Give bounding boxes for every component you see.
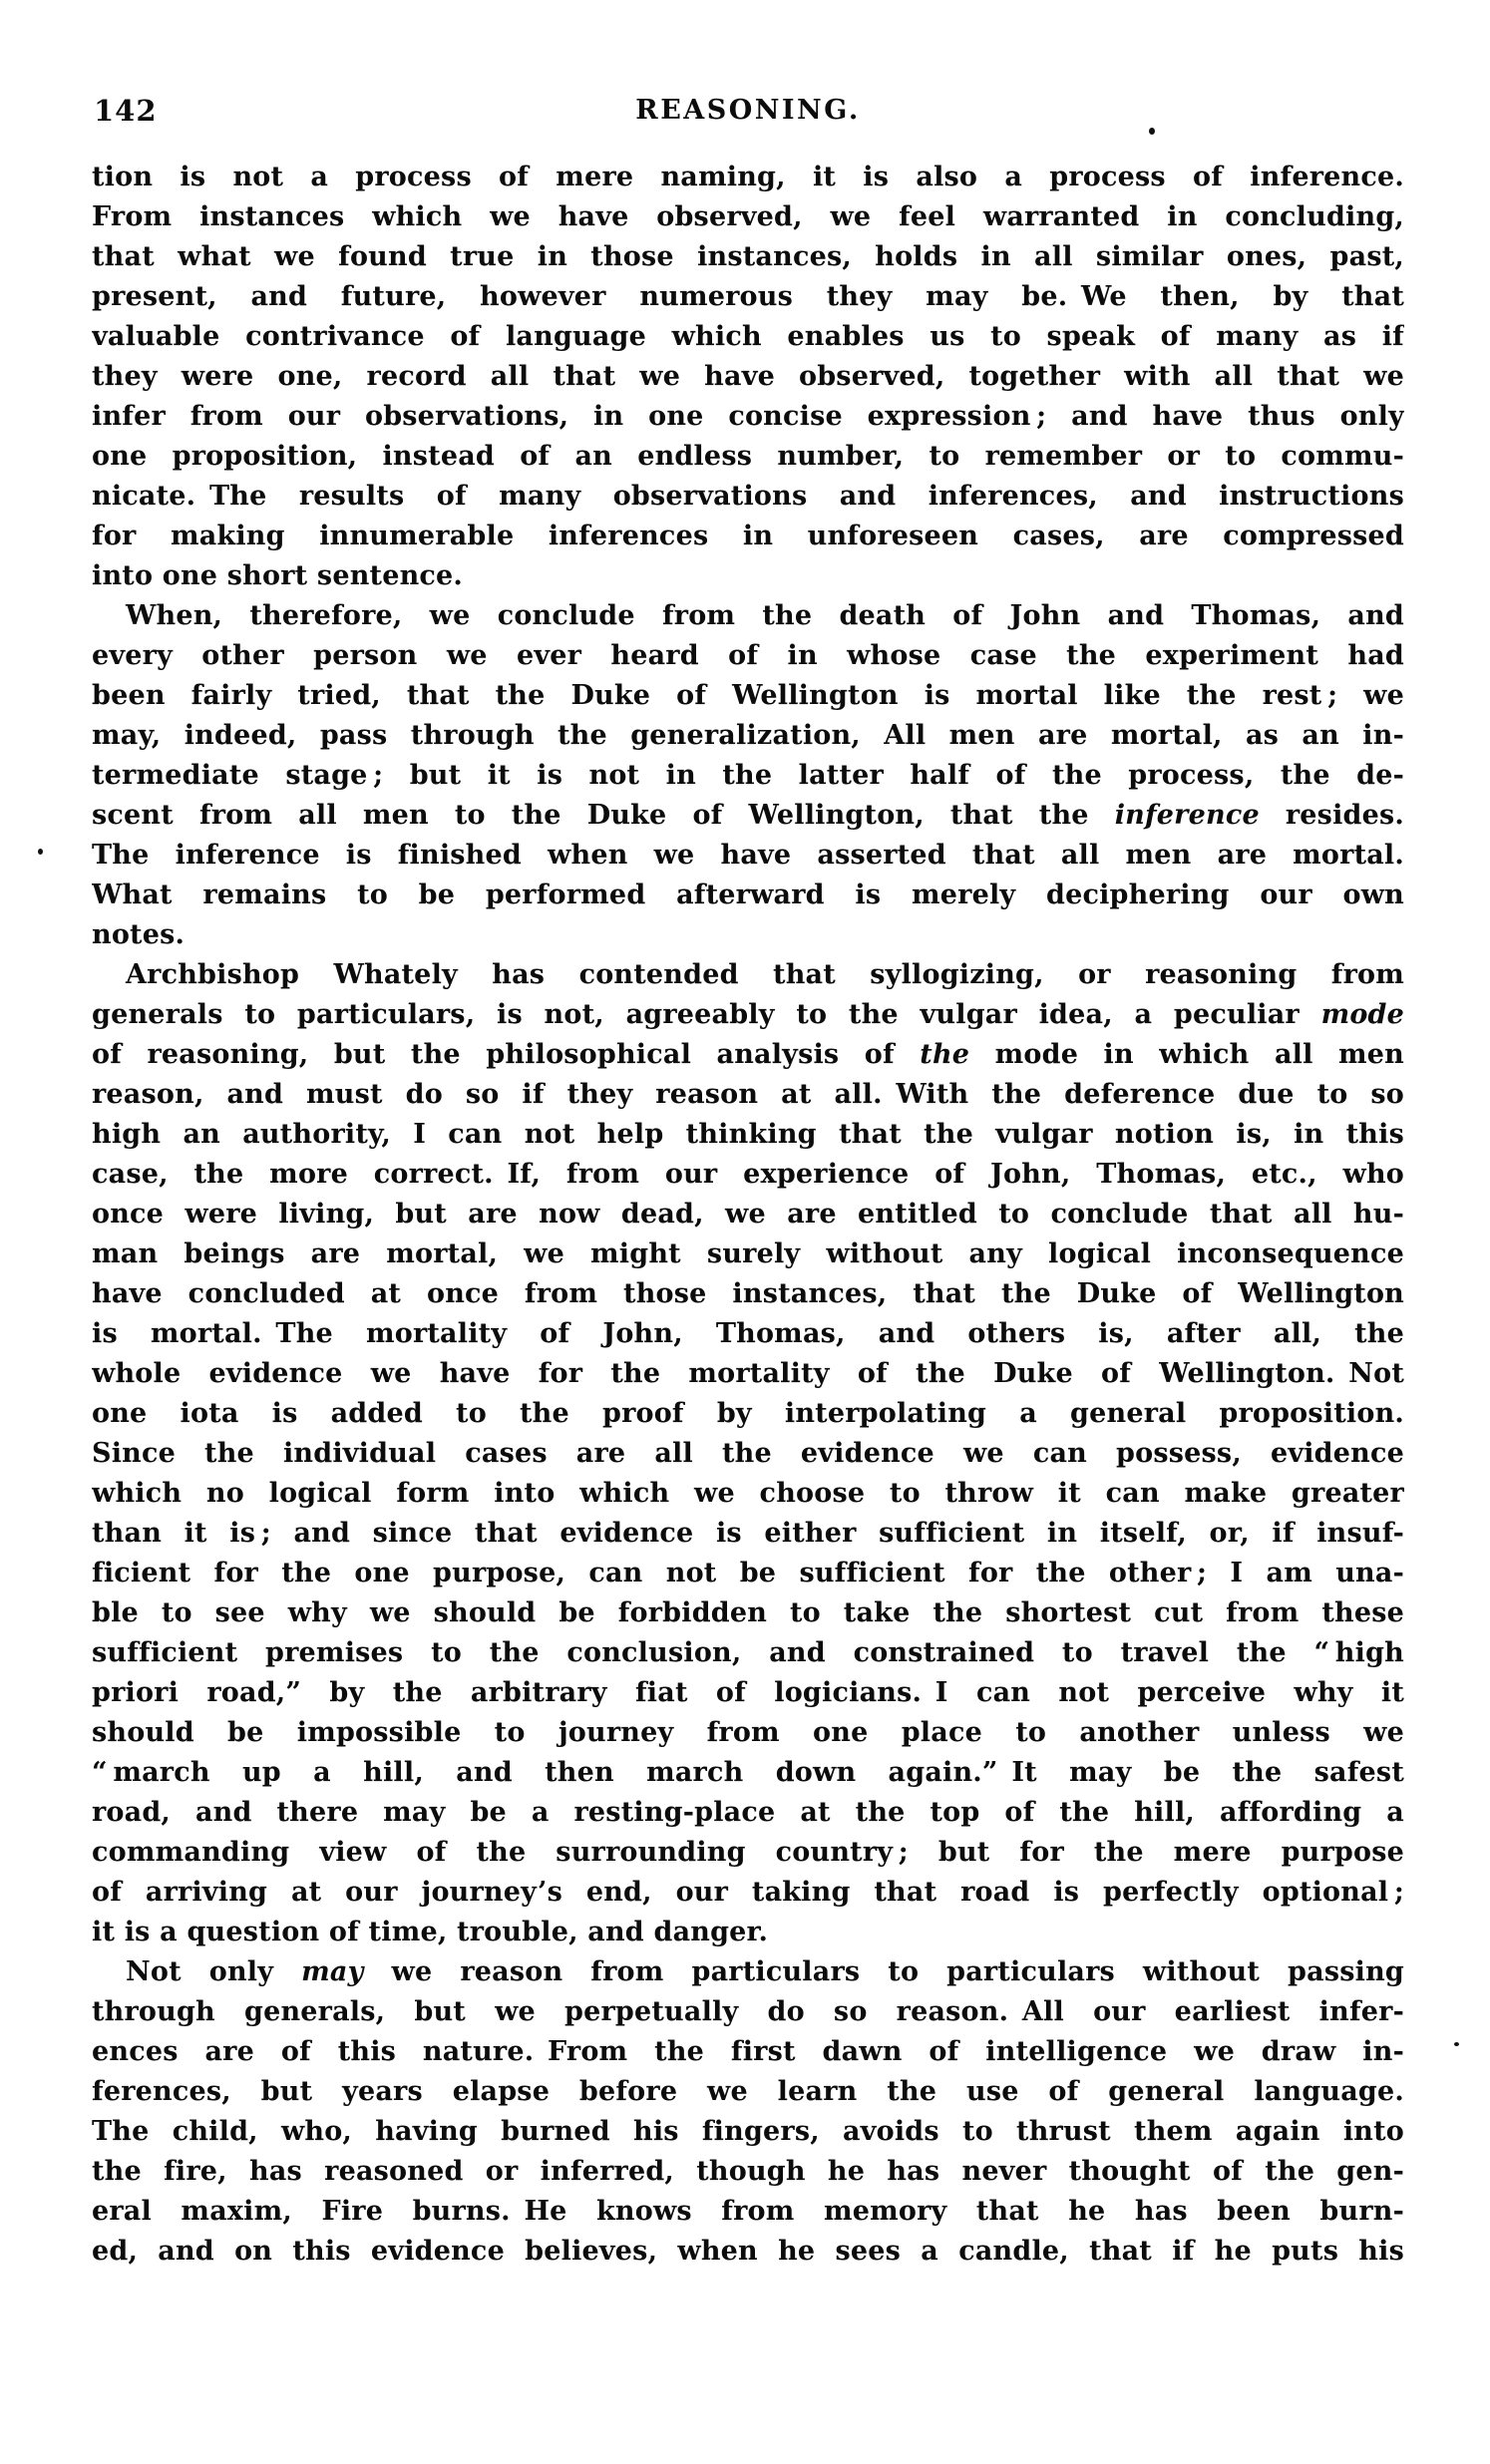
text-line: man beings are mortal, we might surely without any logical inconsequence (92, 1238, 1404, 1269)
text-line: whole evidence we have for the mortality of the Duke of Wellington. Not (92, 1358, 1404, 1389)
text-line: of reasoning, but the philosophical analysis of the mode in which all men (92, 1039, 1404, 1070)
paragraph (92, 596, 1404, 955)
text-line: sufficient premises to the conclusion, and constrained to travel the “ high (92, 1637, 1404, 1668)
text-line: than it is ; and since that evidence is either sufficient in itself, or, if insuf- (92, 1518, 1404, 1549)
text-line: may, indeed, pass through the generalization, All men are mortal, as an in- (92, 720, 1404, 751)
page-number: 142 (94, 94, 158, 128)
ink-speck (1149, 128, 1155, 135)
text-line: been fairly tried, that the Duke of Wellington is mortal like the rest ; we (92, 680, 1404, 711)
text-line: eral maxim, Fire burns. He knows from memory that he has been burn- (92, 2196, 1404, 2227)
text-line: From instances which we have observed, we feel warranted in concluding, (92, 201, 1404, 232)
paragraph (92, 158, 1404, 596)
running-header (92, 94, 1404, 134)
text-line: the fire, has reasoned or inferred, though he has never thought of the gen- (92, 2156, 1404, 2187)
text-line: The inference is finished when we have asserted that all men are mortal. (92, 840, 1404, 871)
text-line: every other person we ever heard of in whose case the experiment had (92, 640, 1404, 671)
text-line: road, and there may be a resting-place at the top of the hill, affording a (92, 1797, 1404, 1828)
text-line: priori road,” by the arbitrary fiat of logicians. I can not perceive why it (92, 1677, 1404, 1708)
text-line: ed, and on this evidence believes, when he sees a candle, that if he puts his (92, 2236, 1404, 2267)
text-line: The child, who, having burned his fingers, avoids to thrust them again into (92, 2116, 1404, 2147)
text-line: notes. (92, 919, 186, 950)
ink-speck (38, 849, 43, 855)
text-line: through generals, but we perpetually do so reason. All our earliest infer- (92, 1996, 1404, 2027)
text-line: infer from our observations, in one concise expression ; and have thus only (92, 401, 1404, 432)
text-line: generals to particulars, is not, agreeably to the vulgar idea, a peculiar mode (92, 999, 1404, 1030)
text-block (92, 158, 1404, 2272)
ink-speck (1454, 2042, 1459, 2046)
text-line: for making innumerable inferences in unforeseen cases, are compressed (92, 521, 1404, 551)
text-line: valuable contrivance of language which enables us to speak of many as if (92, 321, 1404, 352)
text-line: What remains to be performed afterward is merely deciphering our own (92, 880, 1404, 910)
text-line: one iota is added to the proof by interpolating a general proposition. (92, 1398, 1404, 1429)
text-line: once were living, but are now dead, we are entitled to conclude that all hu- (92, 1199, 1404, 1230)
text-line: of arriving at our journey’s end, our taking that road is perfectly optional ; (92, 1877, 1404, 1908)
text-line: which no logical form into which we choose to throw it can make greater (92, 1478, 1404, 1509)
paragraph (92, 955, 1404, 1952)
text-line: have concluded at once from those instances, that the Duke of Wellington (92, 1278, 1404, 1309)
text-line: ficient for the one purpose, can not be sufficient for the other ; I am una- (92, 1558, 1404, 1588)
text-line: When, therefore, we conclude from the death of John and Thomas, and (126, 600, 1404, 631)
text-line: they were one, record all that we have observed, together with all that we (92, 361, 1404, 392)
text-line: Since the individual cases are all the evidence we can possess, evidence (92, 1438, 1404, 1469)
text-line: is mortal. The mortality of John, Thomas, and others is, after all, the (92, 1318, 1404, 1349)
text-line: it is a question of time, trouble, and danger. (92, 1917, 769, 1947)
text-line: present, and future, however numerous they may be. We then, by that (92, 281, 1404, 312)
text-line: that what we found true in those instances, holds in all similar ones, past, (92, 241, 1404, 272)
text-line: ferences, but years elapse before we learn the use of general language. (92, 2076, 1404, 2107)
text-line: Not only may we reason from particulars to particulars without passing (126, 1956, 1404, 1987)
paragraph (92, 1952, 1404, 2272)
text-line: should be impossible to journey from one place to another unless we (92, 1717, 1404, 1748)
text-line: case, the more correct. If, from our experience of John, Thomas, etc., who (92, 1159, 1404, 1190)
text-line: Archbishop Whately has contended that syllogizing, or reasoning from (126, 959, 1404, 990)
text-line: reason, and must do so if they reason at all. With the deference due to so (92, 1079, 1404, 1110)
text-line: high an authority, I can not help thinking that the vulgar notion is, in this (92, 1119, 1404, 1150)
text-line: one proposition, instead of an endless number, to remember or to commu- (92, 441, 1404, 472)
text-line: commanding view of the surrounding country ; but for the mere purpose (92, 1837, 1404, 1868)
text-line: ble to see why we should be forbidden to take the shortest cut from these (92, 1597, 1404, 1628)
page-title: REASONING. (635, 95, 861, 126)
text-line: “ march up a hill, and then march down again.” It may be the safest (92, 1757, 1404, 1788)
text-line: into one short sentence. (92, 560, 464, 591)
text-line: termediate stage ; but it is not in the latter half of the process, the de- (92, 760, 1404, 791)
text-line: scent from all men to the Duke of Wellington, that the inference resides. (92, 800, 1404, 831)
text-line: ences are of this nature. From the first dawn of intelligence we draw in- (92, 2036, 1404, 2067)
text-line: tion is not a process of mere naming, it is also a process of inference. (92, 162, 1404, 192)
text-line: nicate. The results of many observations and inferences, and instructions (92, 481, 1404, 512)
